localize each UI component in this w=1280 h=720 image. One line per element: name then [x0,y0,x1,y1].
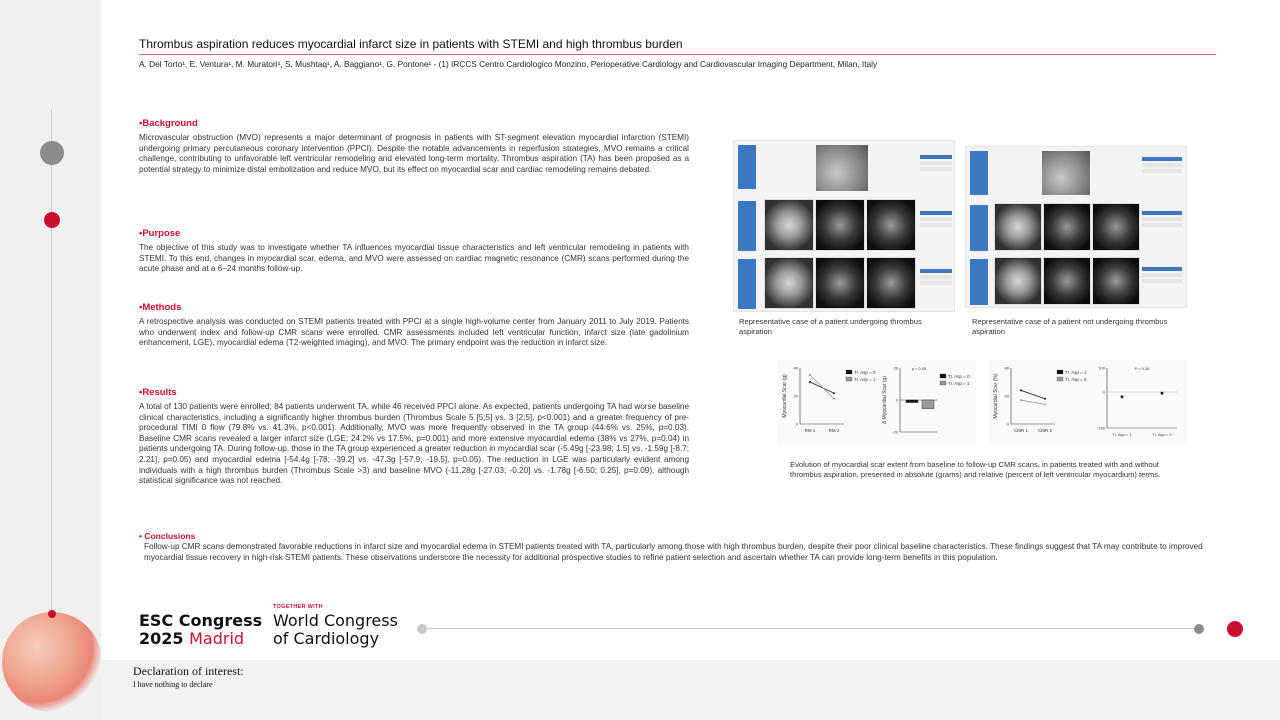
rail-dot-red [44,212,60,228]
mri-image [866,257,916,309]
legend-swatch [940,381,946,385]
chart-group-relative [989,360,1187,444]
legend-label: Tr. Asp = 0 [854,370,876,375]
caption-case-no-ta: Representative case of a patient not undergoing thrombus aspiration [972,317,1168,336]
x-tick-label: Tr. Asp = 1 [1112,432,1132,437]
mri-image [994,257,1042,305]
series-line [1021,400,1045,404]
legend-label: Tr. Asp = 1 [854,377,876,382]
mri-image [764,257,814,309]
caption-case-ta: Representative case of a patient undergoing thrombus aspiration [739,317,922,336]
chart-delta-scar [878,360,976,444]
mri-image [1092,203,1140,251]
together-with-label: TOGETHER WITH [273,604,323,610]
conclusions-heading: • Conclusions [139,531,196,541]
annotation: p = 0.05 [911,366,927,371]
y-tick-label: 0 [1006,421,1009,427]
wcc-line1: World Congress [273,611,398,630]
info-box [920,155,952,171]
esc-line2 [139,630,262,648]
angiography-image [816,145,868,191]
x-tick-label: Tr. Asp = 0 [1152,432,1172,437]
info-box [1142,157,1182,173]
angiography-image [1042,151,1090,195]
y-tick-label: 20 [793,393,798,399]
poster [101,0,1280,660]
data-point [1161,392,1164,395]
world-congress-logo [273,612,398,648]
row-label-follow-up [970,259,988,305]
background-text: Microvascular obstruction (MVO) represents a major determinant of prognosis in patients with ST-segment elevation myocardial infarction (STEMI) undergoing primary percutaneous coronary intervention (PPCI). Despite the notable advancements in reperfusion strategies, MVO remains a critical challenge, contributing to unfavorable left ventricular remodeling and elevated long-term mortality. Thrombus aspiration (TA) has been proposed as a potential strategy to minimize distal embolization and reduce MVO, but its effect on myocardial scar and cardiac remodeling remains debated. [139,133,689,174]
row-label-ica [970,151,988,195]
data-point [833,398,835,400]
mri-image [764,199,814,251]
y-axis-label: Myocardial Scar (g) [782,374,788,418]
footer-dot-red [1227,621,1243,637]
y-tick-label: 0 [1102,389,1105,395]
data-point [1121,395,1124,398]
purpose-heading: •Purpose [139,228,181,239]
y-tick-label: -150 [1096,425,1105,431]
y-tick-label: 0 [895,397,898,403]
mri-image [1043,257,1091,305]
legend-swatch [846,377,852,381]
row-label-ica [738,145,756,189]
results-text: A total of 130 patients were enrolled; 84 patients underwent TA, while 46 received PPCI alone. As expected, patients undergoing TA had worse baseline clinical characteristics, including a significantly higher thrombus burden (Thrombus Scale 5 [5;5] vs. 3 [2;5], p<0.001) and a greater frequency of pre-procedural TIMI 0 flow (79.8% vs. 41.3%, p<0.001). Additionally, MVO was more frequently observed in the TA group (44.6% vs. 25%, p=0.03). Baseline CMR scans revealed a larger infarct size (LGE: 24.2% vs 17.5%, p=0.001) and more extensive myocardial edema (38% vs 27%, p=0.04) in patients undergoing TA. During follow-up, those in the TA group experienced a greater reduction in myocardial scar (-5.49g [-23.98; 1.5] vs. -1.59g [-8.7; 2.21], p=0.05) and myocardial edema [-54.4g [-78; -39.2] vs. -47.3g [-57.9; -19.5], p=0.05). The reduction in LGE was particularly evident among individuals with a high thrombus burden (Thrombus Scale >3) and baseline MVO (-11.28g [-27.03; -0.20] vs. -1.78g [-6.50; 0.25], p=0.09), although statistical significance was not reached. [139,402,689,486]
figure-case-no-ta [965,146,1187,308]
wcc-line2: of Cardiology [273,629,380,648]
caption-evolution: Evolution of myocardial scar extent from baseline to follow-up CMR scans, in patients treated with and without thrombus aspiration, presented in absolute (grams) and relative (percent of left ventricular myocardium) terms. [790,460,1161,479]
legend-label: Tr. Asp = 0 [1065,377,1087,382]
mri-image [815,257,865,309]
mri-image [866,199,916,251]
footer-dot-left [417,624,427,634]
poster-authors: A. Del Torto¹, E. Ventura¹, M. Muratori¹, S. Mushtaq¹, A. Baggiano¹, G. Pontone¹ - (1) IRCCS Centro Cardiologico Monzino, Perioperative Cardiology and Cardiovascular Imaging Department, Milan, Italy [139,59,878,69]
bar [906,400,918,403]
y-tick-label: 20 [893,365,898,371]
figure-case-ta [733,140,955,312]
x-tick-label: RM 2 [828,428,840,433]
series-line [810,375,834,399]
y-tick-label: 0 [795,421,798,427]
mri-image [1043,203,1091,251]
chart-group-absolute [778,360,976,444]
rail-dot-red-small [48,610,56,618]
y-axis-label: Δ Myocardial Scar (g) [882,376,888,424]
row-label-follow-up [738,259,756,309]
data-point [1020,399,1022,401]
poster-title: Thrombus aspiration reduces myocardial infarct size in patients with STEMI and high thrombus burden [139,37,683,51]
y-tick-label: 100 [1098,365,1105,371]
esc-city: Madrid [189,629,245,648]
mri-image [815,199,865,251]
chart-scar-absolute [778,360,878,444]
esc-line1: ESC Congress [139,611,263,630]
mri-image [1092,257,1140,305]
legend-swatch [940,374,946,378]
legend-label: Tr. Asp = 1 [1065,370,1087,375]
info-box [920,269,952,285]
data-point [809,374,811,376]
section-background [139,118,689,175]
declaration-body: I have nothing to declare [133,680,213,689]
y-tick-label: 20 [1004,393,1009,399]
purpose-text: The objective of this study was to investigate whether TA influences myocardial tissue characteristics and left ventricular remodeling in patients with STEMI. To this end, changes in myocardial scar, edema, and MVO were assessed on cardiac magnetic resonance (CMR) scans performed during the acute phase and at a 6–24 months follow-up. [139,243,689,274]
declaration-title: Declaration of interest: [133,664,244,678]
y-axis-label: Myocardial Scar (%) [993,373,999,419]
x-tick-label: CMR 2 [1037,428,1053,433]
legend-swatch [846,370,852,374]
legend-swatch [1057,377,1063,381]
data-point [1044,398,1046,400]
x-tick-label: CMR 1 [1013,428,1029,433]
info-box [920,211,952,227]
title-rule [139,54,1216,55]
info-box [1142,211,1182,227]
halftone-decoration [2,612,102,712]
series-line [1021,390,1045,398]
results-heading: •Results [139,387,177,398]
rail-dot-grey [40,141,64,165]
y-tick-label: -20 [892,429,898,435]
legend-label: Tr. Asp = 0 [948,374,970,379]
section-methods [139,302,689,349]
chart-scar-percent [989,360,1089,444]
section-purpose [139,228,689,275]
background-heading: •Background [139,118,198,129]
footer-dot-right [1194,624,1204,634]
info-box [1142,267,1182,283]
legend-label: Tr. Asp = 1 [948,381,970,386]
left-rail [0,0,101,720]
methods-heading: •Methods [139,302,182,313]
section-results [139,387,689,487]
conclusions-text: Follow-up CMR scans demonstrated favorable reductions in infarct size and myocardial edema in STEMI patients treated with TA, particularly among those with high thrombus burden, despite their poor clinical baseline characteristics. These findings suggest that TA may contribute to improved myocardial tissue recovery in high-risk STEMI patients. These observations underscore the necessity for additional prospective studies to refine patient selection and ascertain whether TA can provide long-term benefits in this population. [144,542,1203,562]
y-tick-label: 40 [793,365,798,371]
data-point [809,381,811,383]
section-conclusions [139,531,1209,563]
rail-line [51,110,52,615]
row-label-baseline [738,201,756,251]
y-tick-label: 40 [1004,365,1009,371]
data-point [1044,403,1046,405]
data-point [1020,389,1022,391]
methods-text: A retrospective analysis was conducted on STEMI patients treated with PPCI at a single high-volume center from January 2011 to July 2019. Patients who underwent index and follow-up CMR scans were enrolled. CMR assessments included left ventricular function, infarct size (late gadolinium enhancement, LGE), myocardial edema (T2-weighted imaging), and MVO. The primary endpoint was the reduction in infarct size. [139,317,689,348]
series-line [810,382,834,393]
bar [922,400,934,409]
mri-image [994,203,1042,251]
chart-delta-scar-percent [1089,360,1187,444]
x-tick-label: RM 1 [804,428,816,433]
footer-line [422,628,1199,629]
esc-year: 2025 [139,629,184,648]
legend-swatch [1057,370,1063,374]
annotation: P = 0.36 [1134,366,1150,371]
esc-congress-logo [139,612,262,648]
row-label-baseline [970,205,988,251]
data-point [833,392,835,394]
